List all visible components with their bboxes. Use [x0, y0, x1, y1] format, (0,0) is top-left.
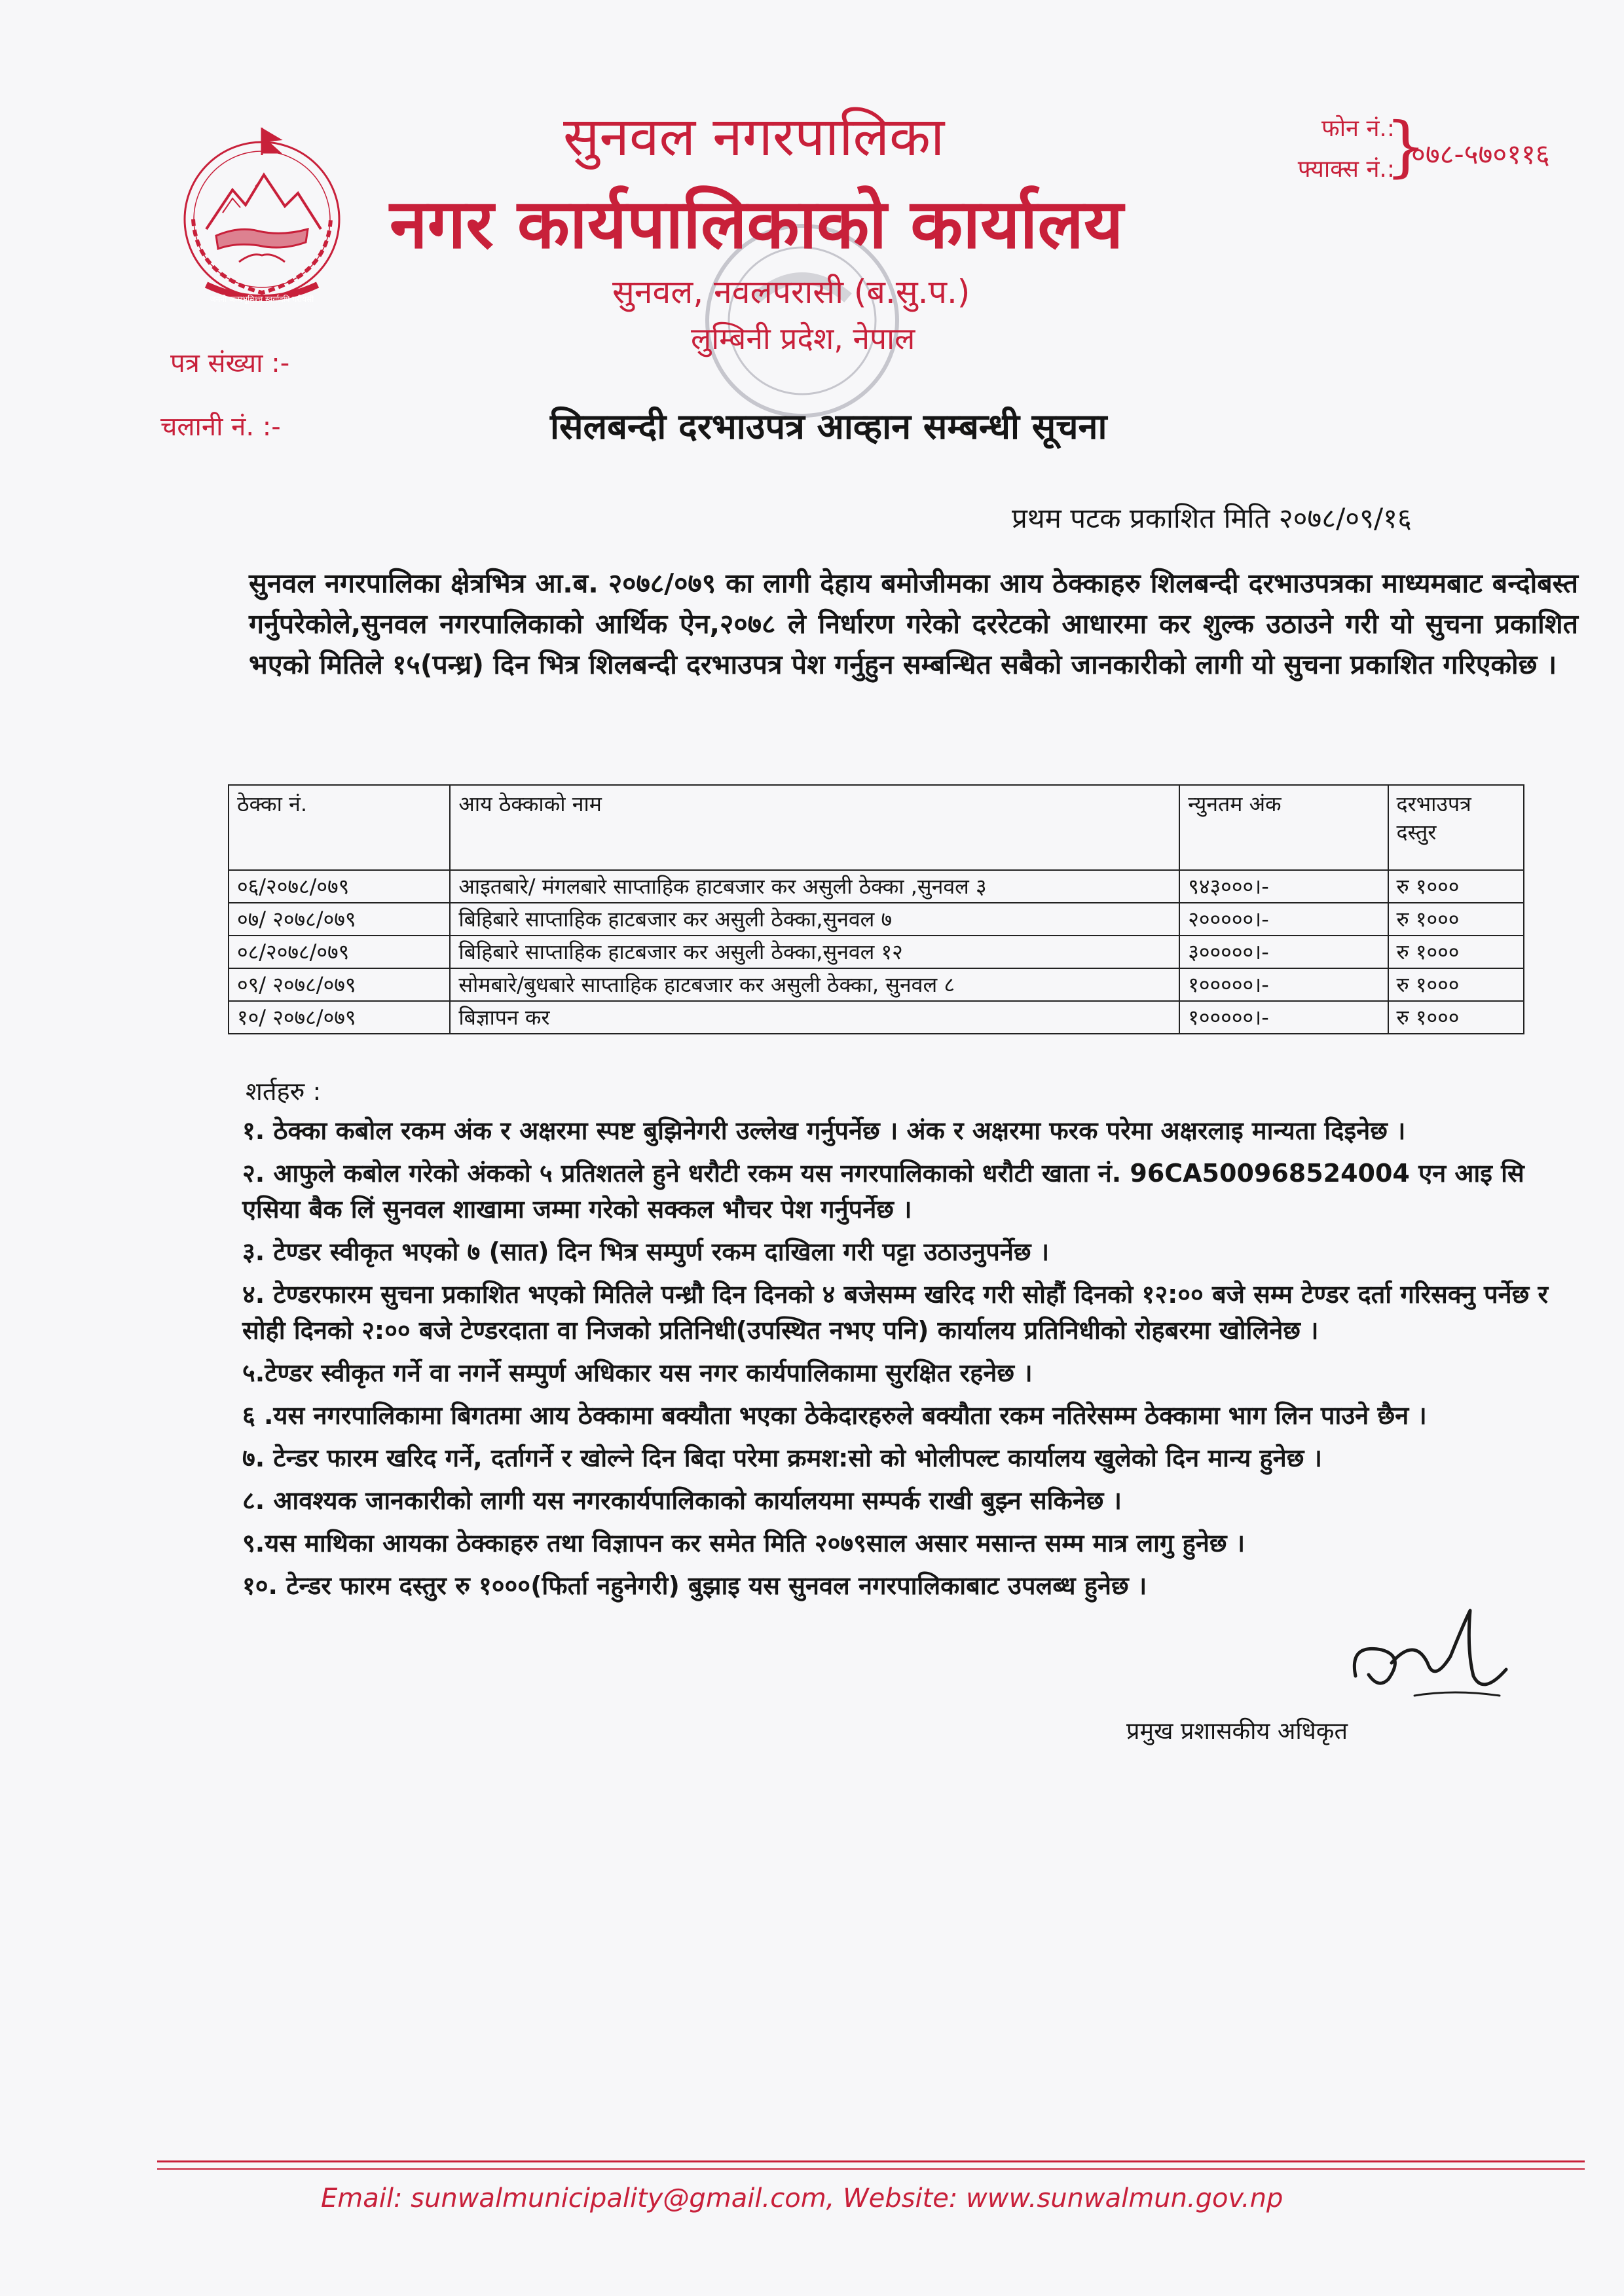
- minimum-amount-cell: १०००००।-: [1179, 1001, 1388, 1034]
- contract-no-cell: १०/ २०७८/०७९: [229, 1001, 450, 1034]
- header-contract-no: ठेक्का नं.: [229, 785, 450, 870]
- table-row: [229, 1001, 1524, 1034]
- tender-table: [228, 784, 1524, 1034]
- tender-fee-cell: रु १०००: [1388, 870, 1524, 903]
- table-row: [229, 870, 1524, 903]
- notice-title: सिलबन्दी दरभाउपत्र आव्हान सम्बन्धी सूचना: [550, 406, 1107, 447]
- letter-number-label: पत्र संख्या :-: [170, 348, 290, 378]
- handwritten-signature: [1342, 1597, 1513, 1709]
- contract-no-cell: ०७/ २०७८/०७९: [229, 903, 450, 936]
- footer-divider: [157, 2160, 1585, 2162]
- publish-date: प्रथम पटक प्रकाशित मिति २०७८/०९/१६: [1012, 502, 1412, 534]
- contract-no-cell: ०६/२०७८/०७९: [229, 870, 450, 903]
- conditions-list: [242, 1113, 1565, 1611]
- contract-no-cell: ०८/२०७८/०७९: [229, 936, 450, 968]
- minimum-amount-cell: ३०००००।-: [1179, 936, 1388, 968]
- condition-item: ७. टेन्डर फारम खरिद गर्ने, दर्तागर्ने र खोल्ने दिन बिदा परेमा क्रमश:सो को भोलीपल्ट कार्यालय खुलेको दिन मान्य हुनेछ ।: [242, 1444, 1323, 1472]
- condition-item: २. आफुले कबोल गरेको अंकको ५ प्रतिशतले हुने धरौटी रकम यस नगरपालिकाको धरौटी खाता नं. 96CA500968524004 एन आइ सि एसिया बैक लिं सुनवल शाखामा जम्मा गरेको सक्कल भौचर पेश गर्नुपर्नेछ ।: [242, 1159, 1524, 1224]
- contract-no-cell: ०९/ २०७८/०७९: [229, 968, 450, 1001]
- contract-name-cell: बिहिबारे साप्ताहिक हाटबजार कर असुली ठेक्का,सुनवल १२: [450, 936, 1179, 968]
- header-tender-fee-line1: दरभाउपत्र: [1396, 792, 1471, 816]
- conditions-heading: शर्तहरु :: [246, 1077, 322, 1106]
- table-row: [229, 936, 1524, 968]
- condition-item: ५.टेण्डर स्वीकृत गर्ने वा नगर्ने सम्पुर्ण अधिकार यस नगर कार्यपालिकामा सुरक्षित रहनेछ ।: [242, 1358, 1033, 1387]
- contract-name-cell: बिहिबारे साप्ताहिक हाटबजार कर असुली ठेक्का,सुनवल ७: [450, 903, 1179, 936]
- contract-name-cell: बिज्ञापन कर: [450, 1001, 1179, 1034]
- fax-label: फ्याक्स नं.:: [1297, 156, 1395, 183]
- header-minimum-amount: न्युनतम अंक: [1179, 785, 1388, 870]
- nepal-emblem-logo: [167, 121, 357, 311]
- phone-label: फोन नं.:: [1321, 115, 1395, 142]
- minimum-amount-cell: १०००००।-: [1179, 968, 1388, 1001]
- address-line-2: लुम्बिनी प्रदेश, नेपाल: [691, 321, 915, 356]
- header-tender-fee-line2: दस्तुर: [1396, 820, 1437, 845]
- contract-name-cell: सोमबारे/बुधबारे साप्ताहिक हाटबजार कर असुली ठेक्का, सुनवल ८: [450, 968, 1179, 1001]
- minimum-amount-cell: ९४३०००।-: [1179, 870, 1388, 903]
- condition-item: ८. आवश्यक जानकारीको लागी यस नगरकार्यपालिकाको कार्यालयमा सम्पर्क राखी बुझ्न सकिनेछ ।: [242, 1486, 1122, 1515]
- phone-number: ०७८-५७०११६: [1411, 138, 1550, 170]
- municipality-name: सुनवल नगरपालिका: [563, 106, 945, 168]
- tender-fee-cell: रु १०००: [1388, 936, 1524, 968]
- condition-item: १. ठेक्का कबोल रकम अंक र अक्षरमा स्पष्ट बुझिनेगरी उल्लेख गर्नुपर्नेछ । अंक र अक्षरमा फरक परेमा अक्षरलाइ मान्यता दिइनेछ ।: [242, 1116, 1406, 1145]
- notice-intro-paragraph: सुनवल नगरपालिका क्षेत्रभित्र आ.ब. २०७८/०७९ का लागी देहाय बमोजीमका आय ठेक्काहरु शिलबन्दी दरभाउपत्रका माध्यमबाट बन्दोबस्त गर्नुपरेकोले,सुनवल नगरपालिकाको आर्थिक ऐन,२०७८ ले निर्धारण गरेको दररेटको आधारमा कर शुल्क उठाउने गरी यो सुचना प्रकाशित भएको मितिले १५(पन्ध्र) दिन भित्र शिलबन्दी दरभाउपत्र पेश गर्नुहुन सम्बन्धित सबैको जानकारीको लागी यो सुचना प्रकाशित गरिएकोछ ।: [249, 568, 1578, 680]
- minimum-amount-cell: २०००००।-: [1179, 903, 1388, 936]
- header-tender-fee: [1388, 785, 1524, 870]
- office-name: नगर कार्यपालिकाको कार्यालय: [390, 184, 1124, 264]
- condition-item: ६ .यस नगरपालिकामा बिगतमा आय ठेक्कामा बक्यौता भएका ठेकेदारहरुले बक्यौता रकम नतिरेसम्म ठेक्कामा भाग लिन पाउने छैन ।: [242, 1401, 1427, 1430]
- tender-fee-cell: रु १०००: [1388, 968, 1524, 1001]
- contact-block: [1244, 108, 1585, 190]
- table-row: [229, 903, 1524, 936]
- dispatch-number-label: चलानी नं. :-: [160, 412, 281, 442]
- condition-item: १०. टेन्डर फारम दस्तुर रु १०००(फिर्ता नहुनेगरी) बुझाइ यस सुनवल नगरपालिकाबाट उपलब्ध हुनेछ ।: [242, 1571, 1147, 1600]
- contract-name-cell: आइतबारे/ मंगलबारे साप्ताहिक हाटबजार कर असुली ठेक्का ,सुनवल ३: [450, 870, 1179, 903]
- condition-item: ४. टेण्डरफारम सुचना प्रकाशित भएको मितिले पन्ध्रौ दिन दिनको ४ बजेसम्म खरिद गरी सोहौं दिनको १२:०० बजे सम्म टेण्डर दर्ता गरिसक्नु पर्नेछ र सोही दिनको २:०० बजे टेण्डरदाता वा निजको प्रतिनिधी(उपस्थित नभए पनि) कार्यालय प्रतिनिधीको रोहबरमा खोलिनेछ ।: [242, 1280, 1549, 1345]
- tender-fee-cell: रु १०००: [1388, 903, 1524, 936]
- footer-divider-secondary: [157, 2168, 1585, 2170]
- table-row: [229, 968, 1524, 1001]
- condition-item: ९.यस माथिका आयका ठेक्काहरु तथा विज्ञापन कर समेत मिति २०७९साल असार मसान्त सम्म मात्र लागु हुनेछ ।: [242, 1529, 1246, 1558]
- condition-item: ३. टेण्डर स्वीकृत भएको ७ (सात) दिन भित्र सम्पुर्ण रकम दाखिला गरी पट्टा उठाउनुपर्नेछ ।: [242, 1237, 1050, 1266]
- table-header-row: [229, 785, 1524, 870]
- svg-text:जननी जन्मभूमिश्च स्वर्गादपि गर: जननी जन्मभूमिश्च स्वर्गादपि गरीयसी: [210, 295, 314, 304]
- address-line-1: सुनवल, नवलपरासी (ब.सु.प.): [612, 273, 970, 311]
- contact-brace: }: [1385, 108, 1427, 185]
- header-contract-name: आय ठेक्काको नाम: [450, 785, 1179, 870]
- tender-fee-cell: रु १०००: [1388, 1001, 1524, 1034]
- signatory-title: प्रमुख प्रशासकीय अधिकृत: [1126, 1718, 1348, 1745]
- footer-contact-info: Email: sunwalmunicipality@gmail.com, Website: www.sunwalmun.gov.np: [321, 2183, 1283, 2214]
